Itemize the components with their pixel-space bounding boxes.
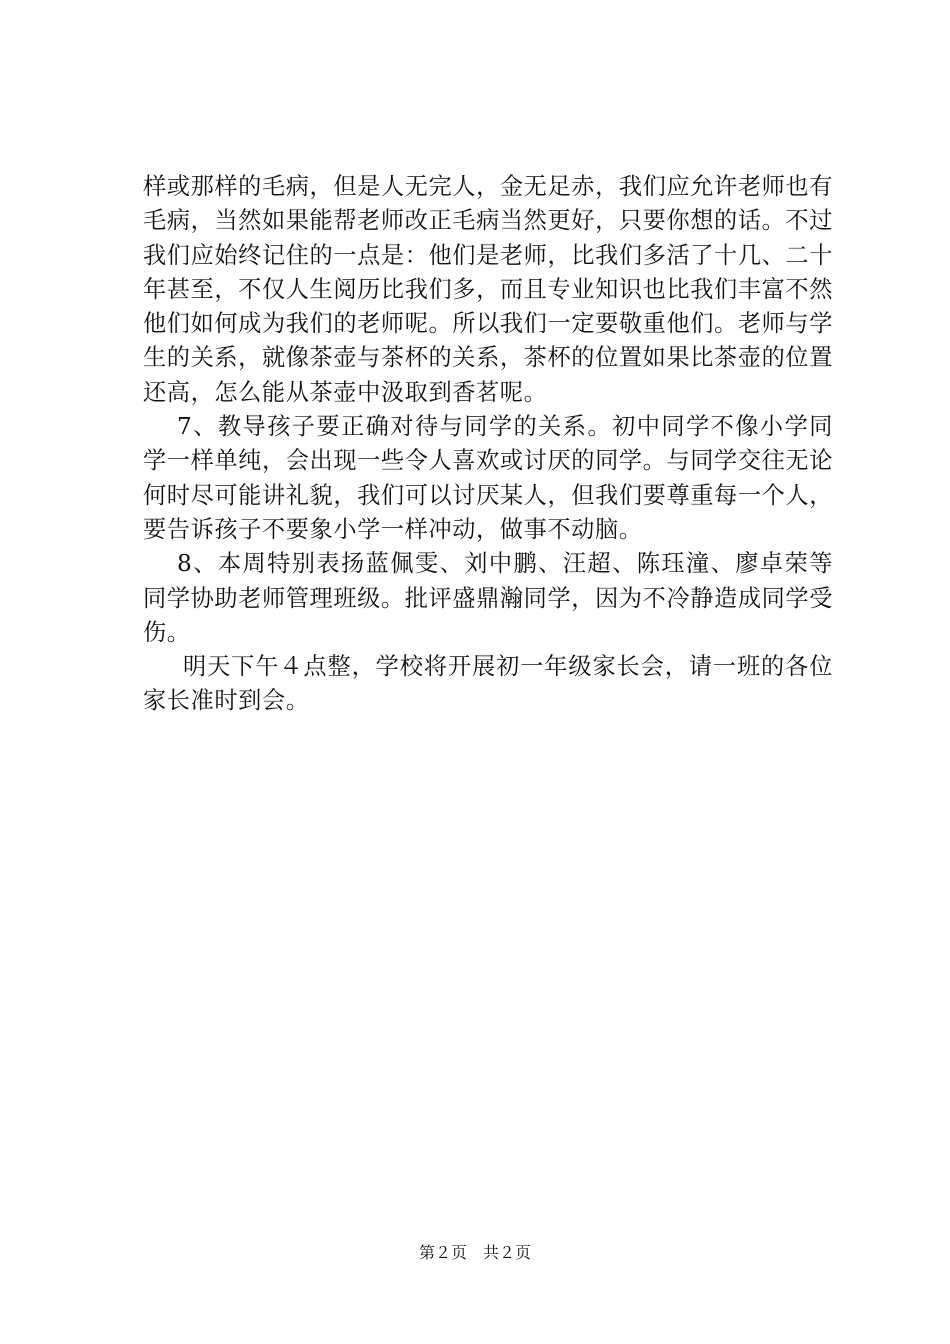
paragraph-meeting-notice: 明天下午４点整，学校将开展初一年级家长会，请一班的各位家长准时到会。: [143, 653, 833, 715]
paragraph-teacher-respect: 样或那样的毛病，但是人无完人，金无足赤，我们应允许老师也有毛病，当然如果能帮老师改正毛病当然更好，只要你想的话。不过我们应始终记住的一点是：他们是老师，比我们多活了十几、二十年甚至，不仅人生阅历比我们多，而且专业知识也比我们丰富不然他们如何成为我们的老师呢。所以我们一定要敬重他们。老师与学生的关系，就像茶壶与茶杯的关系，茶杯的位置如果比茶壶的位置还高，怎么能从茶壶中汲取到香茗呢。: [143, 173, 833, 406]
page-footer: 第２页 共２页: [418, 1243, 531, 1262]
document-body: [143, 170, 833, 719]
paragraph-item-7: 7、教导孩子要正确对待与同学的关系。初中同学不像小学同学一样单纯，会出现一些令人喜欢或讨厌的同学。与同学交往无论何时尽可能讲礼貌，我们可以讨厌某人，但我们要尊重每一个人，要告诉孩子不要象小学一样冲动，做事不动脑。: [143, 413, 833, 543]
paragraph-item-8: 8、本周特别表扬蓝佩雯、刘中鹏、汪超、陈珏潼、廖卓荣等同学协助老师管理班级。批评盛鼎瀚同学，因为不冷静造成同学受伤。: [143, 550, 833, 646]
